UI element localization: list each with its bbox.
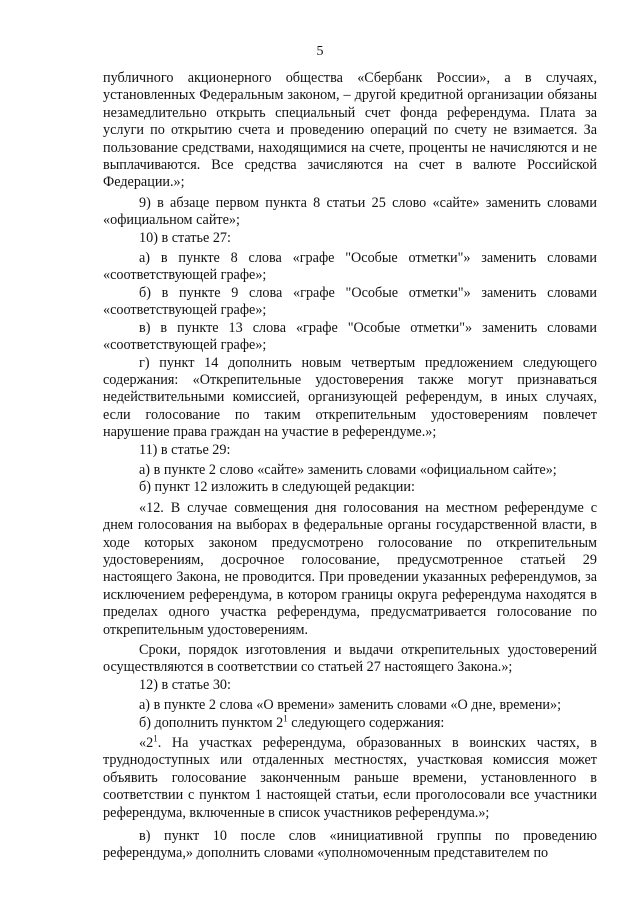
paragraph-12-v: в) пункт 10 после слов «инициативной группы по проведению референдума,» дополнить словами «уполномоченным представителем по <box>103 828 597 862</box>
paragraph-quote-12: «12. В случае совмещения дня голосования на местном референдуме с днем голосования на выборах в федеральные органы государственной власти, в ходе которых законом предусмотрено голосование по открепительным удостоверениям, досрочное голосование, предусмотренное статьей 29 настоящего Закона, не проводится. При проведении указанных референдумов, за исключением референдума, в котором границы округа референдума находятся в пределах одного участка референдума, предусматривается голосование по открепительным удостоверениям. <box>103 499 597 638</box>
paragraph-11-a: а) в пункте 2 слово «сайте» заменить словами «официальном сайте»; <box>139 461 557 478</box>
paragraph-quote-2-1 <box>103 735 597 822</box>
paragraph-item-10: 10) в статье 27: <box>139 229 231 246</box>
paragraph-quote-2-1-sup: 1 <box>153 733 158 744</box>
paragraph-10-g: г) пункт 14 дополнить новым четвертым предложением следующего содержания: «Открепительные удостоверения также могут признаваться недействительными комиссией, организующей референдум, в иных случаях, если голосование по таким открепительным удостоверениям повлечет нарушение права граждан на участие в референдуме.»; <box>103 354 597 441</box>
paragraph-10-a: а) в пункте 8 слова «графе "Особые отметки"» заменить словами «соответствующей графе»; <box>103 250 597 284</box>
paragraph-quote-2-1-after: . На участках референдума, образованных в воинских частях, в труднодоступных или отдаленных местностях, участковая комиссия может объявить голосование законченным раньше времени, установленного в соответствии с пунктом 1 настоящей статьи, если проголосовали все участники референдума, включенные в список участников референдума.»; <box>103 735 597 821</box>
paragraph-12-b-sup: 1 <box>283 712 288 723</box>
paragraph-10-b: б) в пункте 9 слова «графе "Особые отметки"» заменить словами «соответствующей графе»; <box>103 284 597 319</box>
paragraph-item-11: 11) в статье 29: <box>139 441 231 458</box>
page-number: 5 <box>316 44 324 59</box>
paragraph-11-b: б) пункт 12 изложить в следующей редакции: <box>139 479 415 496</box>
paragraph-12-a: а) в пункте 2 слова «О времени» заменить словами «О дне, времени»; <box>139 697 562 714</box>
paragraph-continuation: публичного акционерного общества «Сбербанк России», а в случаях, установленных Федеральным законом, – другой кредитной организации обязаны незамедлительно открыть специальный счет фонда референдума. Плата за услуги по открытию счета и проведению операций по счету не взимается. За пользование средствами, находящимися на счете, проценты не начисляются и не выплачиваются. Все средства зачисляются на счет в валюте Российской Федерации.»; <box>103 70 597 191</box>
document-body <box>103 70 597 863</box>
paragraph-10-v: в) в пункте 13 слова «графе "Особые отметки"» заменить словами «соответствующей графе»; <box>103 319 597 354</box>
paragraph-quote-12-cont: Сроки, порядок изготовления и выдачи открепительных удостоверений осуществляются в соответствии со статьей 27 настоящего Закона.»; <box>103 642 597 676</box>
paragraph-item-9: 9) в абзаце первом пункта 8 статьи 25 слово «сайте» заменить словами «официальном сайте»; <box>103 194 597 229</box>
paragraph-item-12: 12) в статье 30: <box>139 676 231 693</box>
paragraph-12-b <box>103 712 597 732</box>
paragraph-12-b-before: б) дополнить пунктом 2 <box>139 714 284 731</box>
paragraph-quote-2-1-before: «2 <box>139 735 154 752</box>
paragraph-12-b-after: следующего содержания: <box>287 714 445 731</box>
